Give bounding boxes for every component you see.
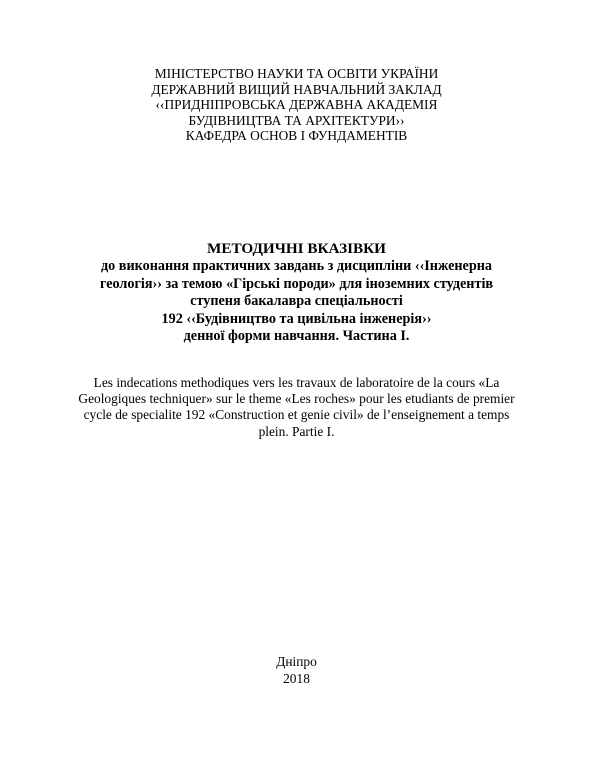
header-line: МІНІСТЕРСТВО НАУКИ ТА ОСВІТИ УКРАЇНИ <box>154 66 439 81</box>
french-line: cycle de specialite 192 «Construction et genie civil» de l’enseignement a temps <box>83 407 510 423</box>
title-line: до виконання практичних завдань з дисципліни ‹‹Інженерна <box>100 258 493 274</box>
french-line: Geologiques techniquer» sur le theme «Les roches» pour les etudiants de premier <box>78 391 515 407</box>
french-line: plein. Partie I. <box>258 423 335 439</box>
header-line: БУДІВНИЦТВА ТА АРХІТЕКТУРИ›› <box>188 112 405 128</box>
french-description <box>60 375 533 440</box>
title-line: ступеня бакалавра спеціальності <box>190 293 403 310</box>
title-line: 192 ‹‹Будівництво та цивільна інженерія›› <box>161 310 432 327</box>
document-title: МЕТОДИЧНІ ВКАЗІВКИ <box>207 240 386 257</box>
header-line: ‹‹ПРИДНІПРОВСЬКА ДЕРЖАВНА АКАДЕМІЯ <box>155 97 438 112</box>
french-line: Les indecations methodiques vers les travaux de laboratoire de la cours «La <box>93 375 500 390</box>
title-block <box>40 240 553 346</box>
footer-city: Дніпро <box>276 654 317 669</box>
ministry-header <box>60 66 533 144</box>
title-line: денної форми навчання. Частина І. <box>183 328 410 345</box>
title-line: геологія›› за темою «Гірські породи» для іноземних студентів <box>99 275 494 292</box>
footer <box>200 653 393 687</box>
footer-year: 2018 <box>283 671 310 686</box>
header-line: КАФЕДРА ОСНОВ І ФУНДАМЕНТІВ <box>185 128 408 143</box>
header-line: ДЕРЖАВНИЙ ВИЩИЙ НАВЧАЛЬНИЙ ЗАКЛАД <box>151 81 442 97</box>
